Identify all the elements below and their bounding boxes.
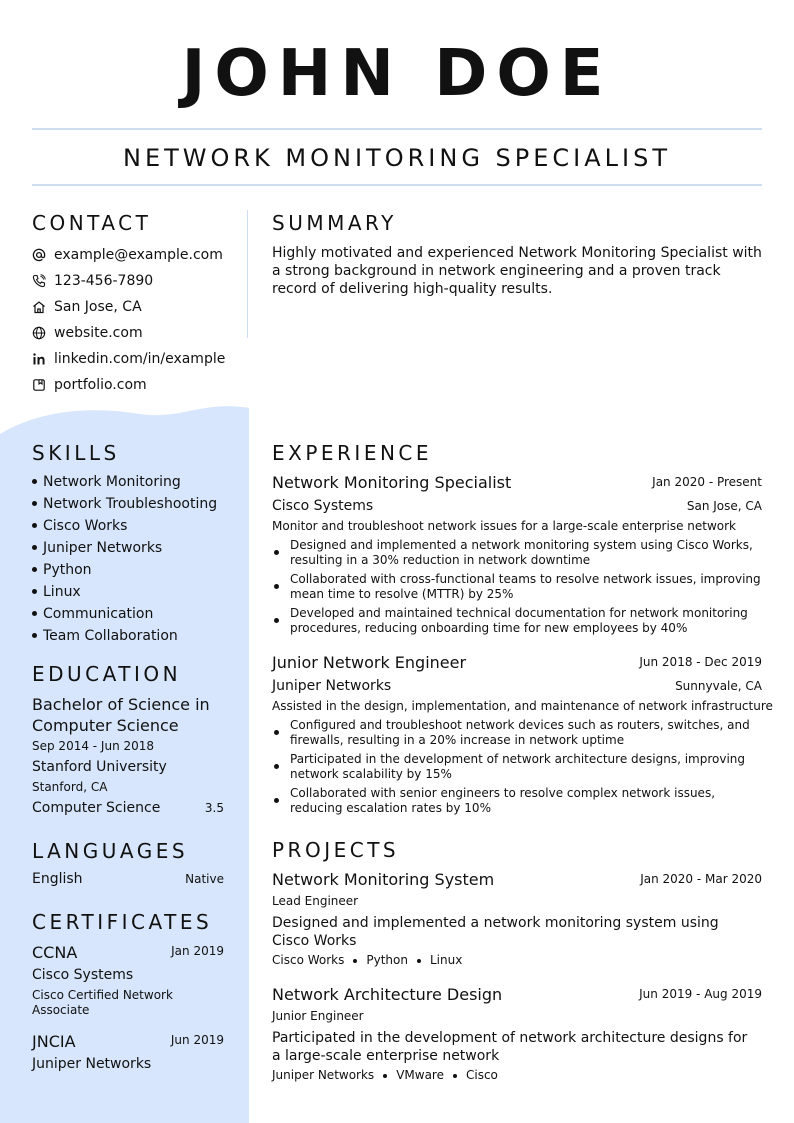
bullet-icon — [32, 479, 37, 484]
bullet-icon — [32, 567, 37, 572]
job-bullet: Designed and implemented a network monitoring system using Cisco Works, resulting in a 30% reduction in network downtime — [272, 538, 762, 572]
certificates-heading: CERTIFICATES — [32, 910, 213, 934]
skill-text: Network Monitoring — [43, 474, 181, 490]
certificate-name: JNCIA — [32, 1032, 76, 1051]
job-bullet: Collaborated with cross-functional teams to resolve network issues, improving mean time to resolve (MTTR) by 25% — [272, 572, 762, 606]
job-bullet: Configured and troubleshoot network devices such as routers, switches, and firewalls, resulting in a 20% increase in network uptime — [272, 718, 762, 752]
education-location: Stanford, CA — [32, 780, 108, 794]
project-role: Junior Engineer — [272, 1009, 364, 1023]
separator-dot-icon — [383, 1074, 387, 1078]
bullet-icon — [32, 589, 37, 594]
job-dates: Jan 2020 - Present — [652, 475, 762, 489]
project-dates: Jun 2019 - Aug 2019 — [639, 987, 762, 1001]
project-title: Network Architecture Design — [272, 985, 503, 1004]
skill-text: Cisco Works — [43, 518, 128, 534]
project-tag: Cisco — [465, 1068, 498, 1082]
certificate-issuer: Cisco Systems — [32, 967, 134, 983]
education-gpa: 3.5 — [204, 801, 224, 815]
contact-email[interactable] — [32, 242, 247, 268]
education-heading: EDUCATION — [32, 662, 182, 686]
resume-title: NETWORK MONITORING SPECIALIST — [122, 144, 672, 172]
skill-item — [32, 603, 242, 625]
job-bullet: Collaborated with senior engineers to resolve complex network issues, reducing escalation rates by 10% — [272, 786, 762, 820]
certificate-date: Jun 2019 — [170, 1033, 224, 1047]
separator-dot-icon — [453, 1074, 457, 1078]
contact-website-text: website.com — [54, 325, 143, 341]
contact-phone[interactable] — [32, 268, 247, 294]
job-description: Assisted in the design, implementation, and maintenance of network infrastructure — [272, 699, 773, 713]
contact-portfolio-text: portfolio.com — [54, 377, 147, 393]
language-level: Native — [185, 872, 224, 886]
column-divider — [247, 210, 248, 338]
skill-item — [32, 515, 242, 537]
linkedin-icon — [32, 352, 46, 366]
job-company: Juniper Networks — [272, 678, 392, 694]
languages-heading: LANGUAGES — [32, 839, 189, 863]
bullet-icon — [32, 523, 37, 528]
skill-item — [32, 493, 242, 515]
separator-dot-icon — [353, 959, 357, 963]
projects-heading: PROJECTS — [272, 838, 400, 862]
project-role: Lead Engineer — [272, 894, 359, 908]
project-tag: Juniper Networks — [272, 1068, 375, 1082]
globe-icon — [32, 326, 46, 340]
header-rule-bottom — [32, 184, 762, 186]
project-tag: VMware — [396, 1068, 444, 1082]
job-title: Junior Network Engineer — [272, 653, 467, 672]
phone-icon — [32, 274, 46, 288]
certificate-description-line2: Associate — [32, 1003, 90, 1017]
contact-list — [32, 242, 247, 398]
bullet-icon — [32, 545, 37, 550]
job-bullet: Participated in the development of network architecture designs, improving network scalability by 15% — [272, 752, 762, 786]
contact-location-text: San Jose, CA — [54, 299, 142, 315]
project-tag: Cisco Works — [272, 953, 345, 967]
certificate-date: Jan 2019 — [171, 944, 224, 958]
contact-email-text: example@example.com — [54, 247, 223, 263]
skill-item — [32, 537, 242, 559]
project-title: Network Monitoring System — [272, 870, 495, 889]
skill-text: Juniper Networks — [43, 540, 163, 556]
job-title: Network Monitoring Specialist — [272, 473, 512, 492]
skill-text: Network Troubleshooting — [43, 496, 218, 512]
header-rule-top — [32, 128, 762, 130]
summary-heading: SUMMARY — [272, 211, 397, 235]
education-dates: Sep 2014 - Jun 2018 — [32, 739, 155, 753]
summary-text: Highly motivated and experienced Network Monitoring Specialist with a strong background in network engineering and a proven track record of delivering high-quality results. — [272, 245, 762, 297]
skills-list — [32, 471, 242, 647]
certificate-issuer: Juniper Networks — [32, 1056, 152, 1072]
project-description: Participated in the development of network architecture designs for a large-scale enterprise network — [272, 1030, 748, 1064]
job-dates: Jun 2018 - Dec 2019 — [639, 655, 762, 669]
resume-name: JOHN DOE — [181, 37, 613, 111]
education-degree-line1: Bachelor of Science in — [32, 695, 210, 714]
education-degree-line2: Computer Science — [32, 716, 179, 735]
contact-linkedin[interactable] — [32, 346, 247, 372]
education-school: Stanford University — [32, 759, 167, 775]
experience-heading: EXPERIENCE — [272, 441, 433, 465]
skill-text: Linux — [43, 584, 81, 600]
skill-text: Team Collaboration — [43, 628, 178, 644]
certificate-name: CCNA — [32, 943, 78, 962]
project-tags — [272, 1068, 498, 1082]
project-tag: Linux — [429, 953, 463, 967]
bullet-icon — [32, 501, 37, 506]
bullet-icon — [32, 633, 37, 638]
contact-linkedin-text: linkedin.com/in/example — [54, 351, 226, 367]
job-company: Cisco Systems — [272, 498, 374, 514]
project-tag: Python — [366, 953, 408, 967]
contact-portfolio[interactable] — [32, 372, 247, 398]
home-icon — [32, 300, 46, 314]
contact-heading: CONTACT — [32, 211, 152, 235]
skill-text: Python — [43, 562, 92, 578]
bullet-icon — [32, 611, 37, 616]
skill-item — [32, 625, 242, 647]
project-tags — [272, 953, 462, 967]
certificate-description-line1: Cisco Certified Network — [32, 988, 173, 1002]
separator-dot-icon — [417, 959, 421, 963]
contact-phone-text: 123-456-7890 — [54, 273, 154, 289]
project-description: Designed and implemented a network monitoring system using Cisco Works — [272, 915, 719, 949]
project-dates: Jan 2020 - Mar 2020 — [640, 872, 762, 886]
skill-item — [32, 559, 242, 581]
job-location: San Jose, CA — [686, 499, 762, 513]
portfolio-icon — [32, 378, 46, 392]
skill-item — [32, 581, 242, 603]
contact-website[interactable] — [32, 320, 247, 346]
job-bullets — [272, 538, 762, 640]
contact-location — [32, 294, 247, 320]
job-description: Monitor and troubleshoot network issues for a large-scale enterprise network — [272, 519, 737, 533]
education-field: Computer Science — [32, 800, 161, 816]
skills-heading: SKILLS — [32, 441, 120, 465]
at-icon — [32, 248, 46, 262]
job-bullets — [272, 718, 762, 820]
skill-text: Communication — [43, 606, 154, 622]
language-name: English — [32, 871, 83, 887]
job-bullet: Developed and maintained technical documentation for network monitoring procedures, reducing onboarding time for new employees by 40% — [272, 606, 762, 640]
job-location: Sunnyvale, CA — [675, 679, 762, 693]
skill-item — [32, 471, 242, 493]
